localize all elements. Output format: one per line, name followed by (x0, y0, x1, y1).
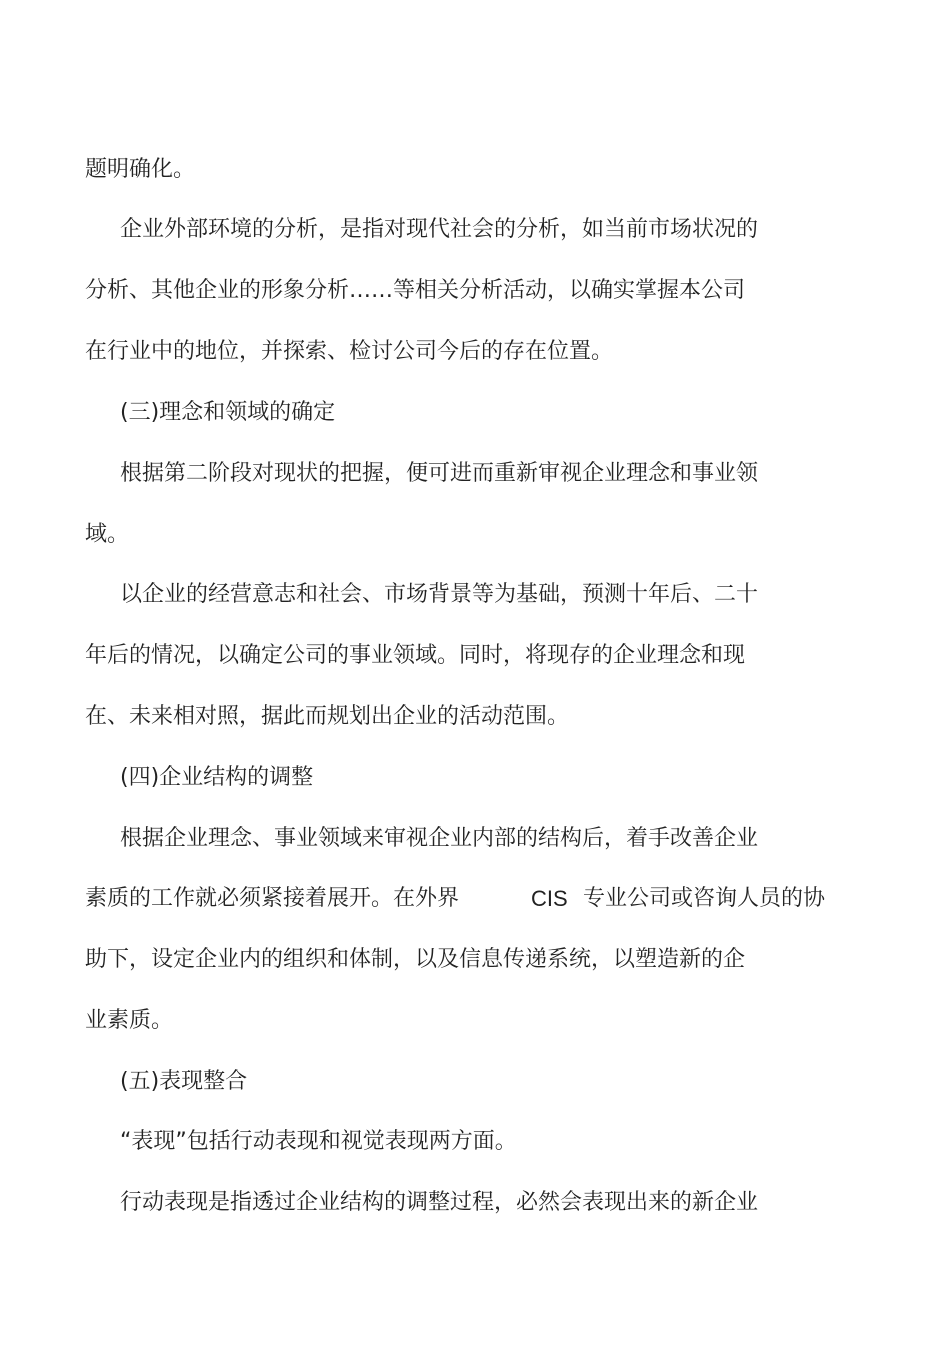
text-line: 年后的情况，以确定公司的事业领域。同时，将现存的企业理念和现 (85, 643, 746, 668)
text-line: 在行业中的地位，并探索、检讨公司今后的存在位置。 (85, 339, 614, 364)
paragraph-first-line: 以企业的经营意志和社会、市场背景等为基础，预测十年后、二十 (120, 582, 759, 607)
paragraph-first-line: 根据第二阶段对现状的把握，便可进而重新审视企业理念和事业领 (120, 461, 759, 486)
paragraph-first-line: “表现”包括行动表现和视觉表现两方面。 (120, 1129, 517, 1154)
paragraph-first-line: 行动表现是指透过企业结构的调整过程，必然会表现出来的新企业 (120, 1190, 759, 1215)
paragraph-first-line: 根据企业理念、事业领域来审视企业内部的结构后，着手改善企业 (120, 826, 759, 851)
text-line: 域。 (85, 522, 130, 547)
text-line: 助下，设定企业内的组织和体制，以及信息传递系统，以塑造新的企 (85, 947, 746, 972)
text-line: 专业公司或咨询人员的协 (583, 886, 826, 911)
paragraph-first-line: 企业外部环境的分析，是指对现代社会的分析，如当前市场状况的 (120, 217, 759, 242)
section-heading-3: (三)理念和领域的确定 (120, 400, 336, 425)
section-heading-4: (四)企业结构的调整 (120, 765, 314, 790)
text-line: 分析、其他企业的形象分析……等相关分析活动，以确实掌握本公司 (85, 278, 746, 303)
text-line: 素质的工作就必须紧接着展开。在外界 (85, 886, 460, 911)
cis-term: CIS (531, 886, 568, 911)
section-heading-5: (五)表现整合 (120, 1069, 248, 1094)
text-line: 在、未来相对照，据此而规划出企业的活动范围。 (85, 704, 570, 729)
text-line: 业素质。 (85, 1008, 174, 1033)
text-line: 题明确化。 (85, 157, 196, 182)
